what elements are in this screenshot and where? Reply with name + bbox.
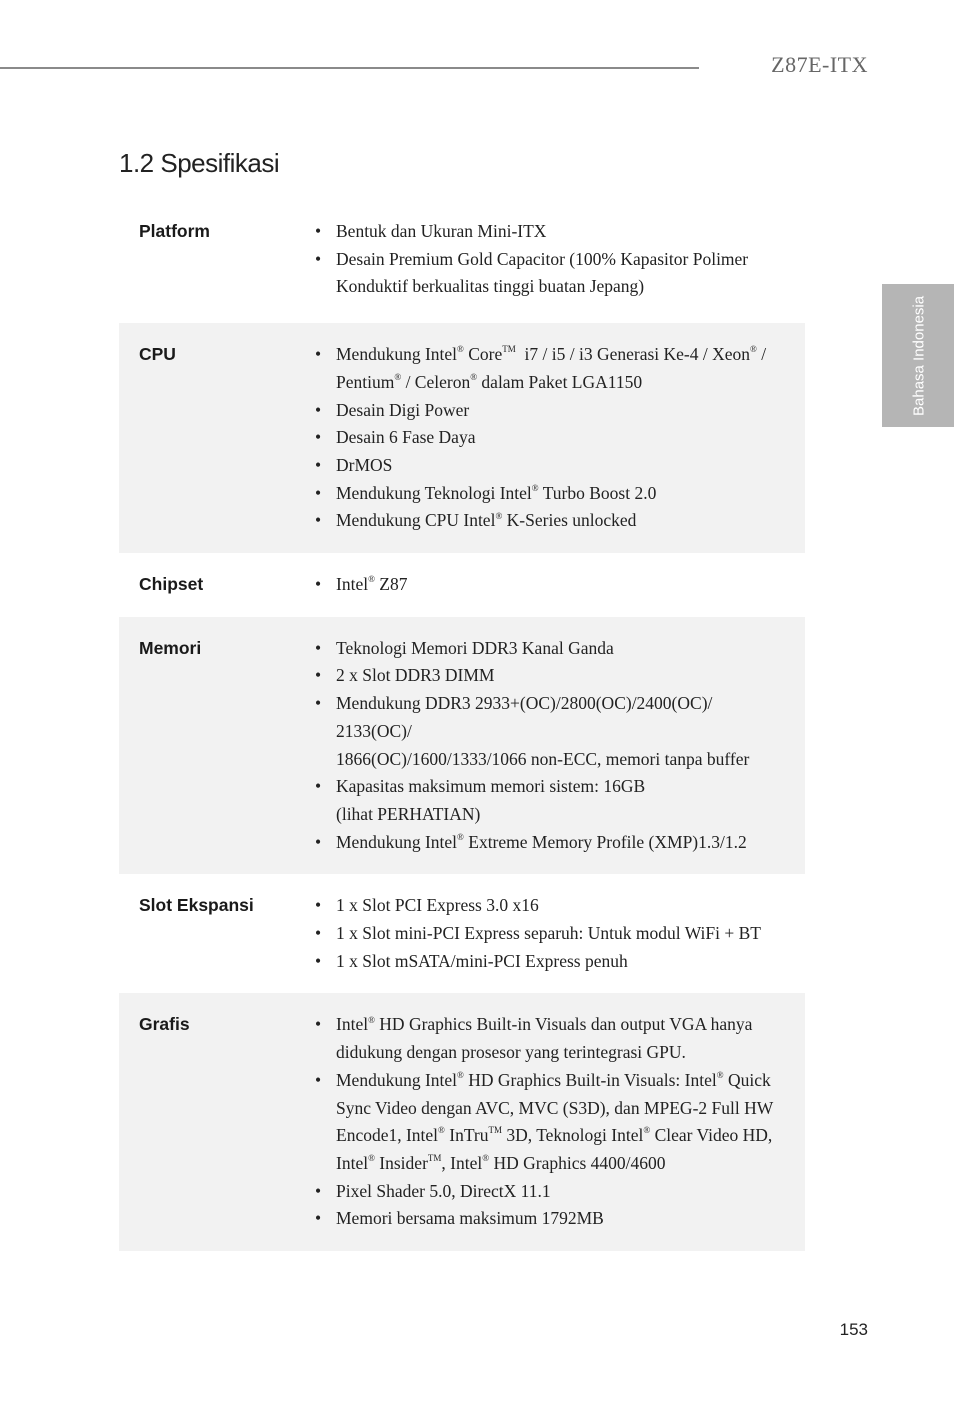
spec-item: • Pixel Shader 5.0, DirectX 11.1 bbox=[297, 1178, 805, 1206]
spec-item: • Intel® HD Graphics Built-in Visuals dan output VGA hanya didukung dengan prosesor yang terintegrasi GPU. bbox=[297, 1011, 805, 1066]
spec-item: • 1 x Slot mini-PCI Express separuh: Untuk modul WiFi + BT bbox=[297, 920, 805, 948]
spec-label: Memori bbox=[139, 637, 202, 658]
spec-row-grafis bbox=[119, 993, 805, 1251]
spec-items bbox=[297, 341, 805, 535]
spec-item: • 1 x Slot mSATA/mini-PCI Express penuh bbox=[297, 948, 805, 976]
model-name: Z87E-ITX bbox=[771, 52, 868, 77]
spec-items bbox=[297, 1011, 805, 1233]
spec-label: CPU bbox=[139, 344, 176, 365]
spec-row-slot-ekspansi bbox=[119, 874, 805, 993]
spec-item: • Memori bersama maksimum 1792MB bbox=[297, 1205, 805, 1233]
spec-item: • Teknologi Memori DDR3 Kanal Ganda bbox=[297, 635, 805, 663]
spec-item: • Mendukung Intel® Core™ i7 / i5 / i3 Generasi Ke-4 / Xeon® / Pentium® / Celeron® dalam Paket LGA1150 bbox=[297, 341, 805, 396]
spec-item: • 1 x Slot PCI Express 3.0 x16 bbox=[297, 892, 805, 920]
header-rule bbox=[0, 67, 699, 69]
spec-item: • Desain 6 Fase Daya bbox=[297, 424, 805, 452]
section-title: 1.2 Spesifikasi bbox=[119, 148, 280, 178]
spec-items bbox=[297, 635, 805, 857]
spec-item: • 2 x Slot DDR3 DIMM bbox=[297, 662, 805, 690]
spec-label: Grafis bbox=[139, 1014, 190, 1035]
spec-row-chipset bbox=[119, 553, 805, 617]
spec-item: • DrMOS bbox=[297, 452, 805, 480]
spec-label: Platform bbox=[139, 221, 210, 241]
spec-label: Chipset bbox=[139, 574, 204, 595]
spec-items bbox=[297, 892, 805, 975]
spec-row-platform bbox=[119, 210, 805, 323]
spec-item: • Mendukung Intel® HD Graphics Built-in Visuals: Intel® Quick Sync Video dengan AVC, MVC (S3D), dan MPEG-2 Full HW Encode1, Intel® InTru™ 3D, Teknologi Intel® Clear Video HD, Intel® Insider™, Intel® HD Graphics 4400/4600 bbox=[297, 1067, 805, 1178]
spec-items bbox=[297, 218, 805, 301]
spec-items bbox=[297, 571, 805, 599]
spec-table bbox=[119, 210, 805, 1251]
spec-item: • Mendukung Teknologi Intel® Turbo Boost 2.0 bbox=[297, 480, 805, 508]
spec-label: Slot Ekspansi bbox=[139, 895, 254, 916]
spec-item: • Mendukung Intel® Extreme Memory Profile (XMP)1.3/1.2 bbox=[297, 829, 805, 857]
spec-item: • Mendukung DDR3 2933+(OC)/2800(OC)/2400(OC)/ 2133(OC)/ 1866(OC)/1600/1333/1066 non-ECC, memori tanpa buffer bbox=[297, 690, 805, 773]
language-tab bbox=[882, 284, 954, 427]
language-tab-label: Bahasa Indonesia bbox=[910, 295, 928, 416]
spec-item: • Mendukung CPU Intel® K-Series unlocked bbox=[297, 507, 805, 535]
spec-row-cpu bbox=[119, 323, 805, 553]
spec-item: • Kapasitas maksimum memori sistem: 16GB (lihat PERHATIAN) bbox=[297, 773, 805, 828]
spec-item: • Desain Digi Power bbox=[297, 397, 805, 425]
spec-item: • Bentuk dan Ukuran Mini-ITX bbox=[297, 218, 805, 246]
page-number: 153 bbox=[839, 1320, 868, 1339]
spec-item: • Desain Premium Gold Capacitor (100% Kapasitor Polimer Konduktif berkualitas tinggi buatan Jepang) bbox=[297, 246, 805, 301]
spec-item: • Intel® Z87 bbox=[297, 571, 805, 599]
spec-row-memori bbox=[119, 617, 805, 875]
